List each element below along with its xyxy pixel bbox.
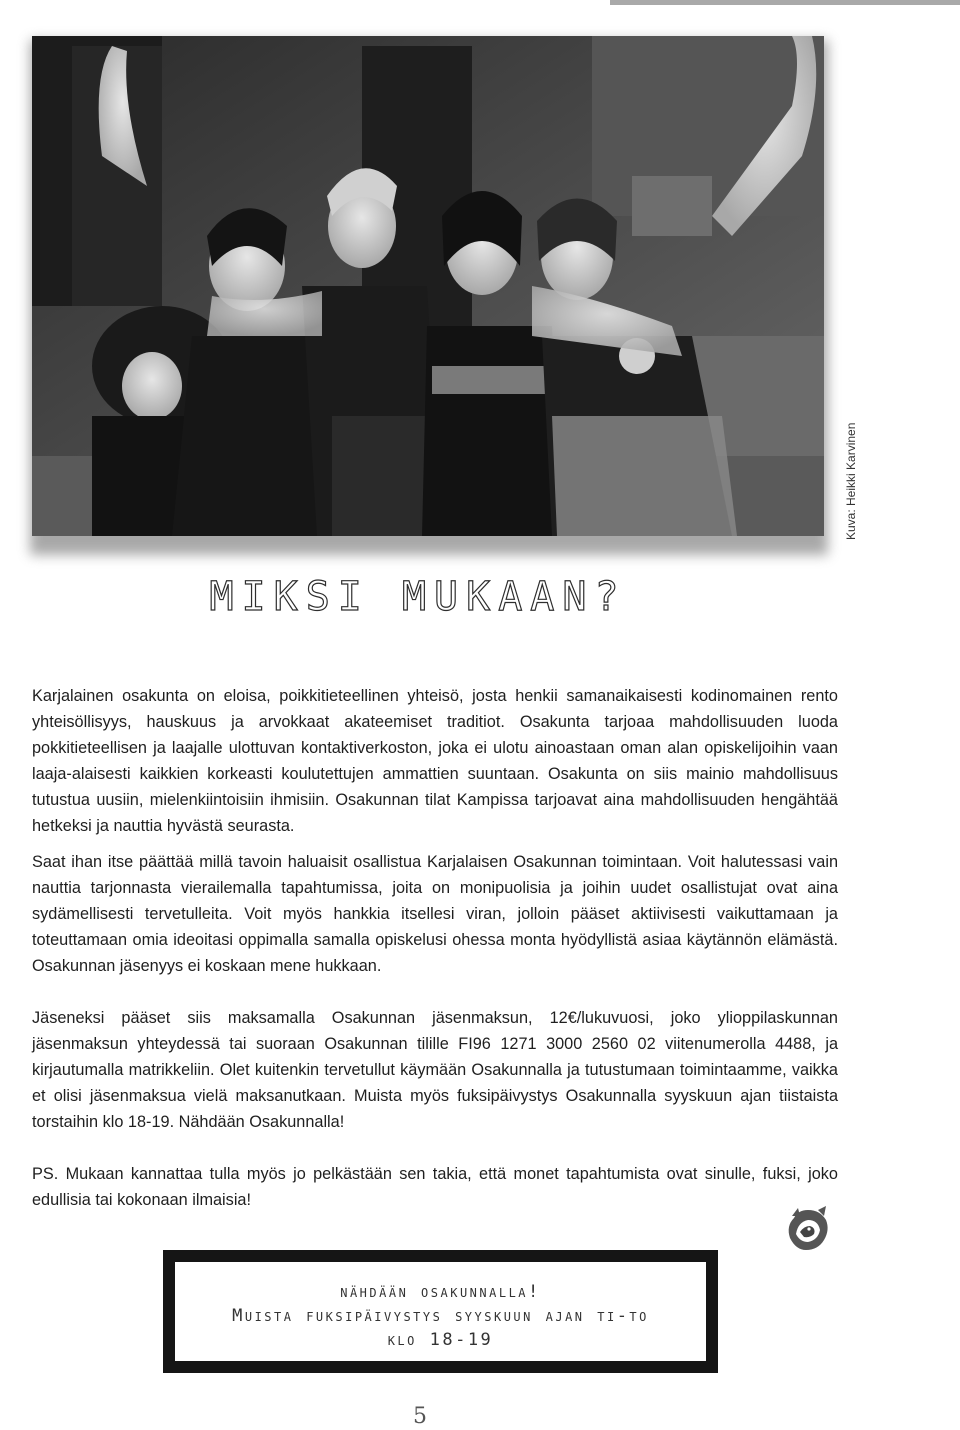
top-rule xyxy=(610,0,960,5)
notice-line-1: nähdään osakunnalla! xyxy=(340,1282,541,1302)
notice-box xyxy=(163,1250,718,1373)
photo-credit: Kuva: Heikki Karvinen xyxy=(844,422,858,540)
party-photo xyxy=(32,36,824,536)
paragraph-participation: Saat ihan itse päättää millä tavoin haluaisit osallistua Karjalaisen Osakunnan toimintaan. Voit halutessasi vain nauttia tarjonnasta vierailemalla tapahtumissa, joita on monipuolisia ja joihin uudet osallistujat ovat aina sydämellisesti tervetulleita. Voit myös hankkia itsellesi viran, jolloin pääset aktiivisesti vaikuttamaan ja toteuttamaan omia ideoitasi oppimalla samalla opiskelusi ohessa monta hyödyllistä asiaa käytännön elämästä. Osakunnan jäsenyys ei koskaan mene hukkaan. xyxy=(32,853,838,975)
article-body xyxy=(32,683,838,1213)
paragraph-ps: PS. Mukaan kannattaa tulla myös jo pelkästään sen takia, että monet tapahtumista ovat sinulle, fuksi, joko edullisia tai kokonaan ilmaisia! xyxy=(32,1165,838,1209)
notice-line-2: Muista fuksipäivystys syyskuun ajan ti-to xyxy=(232,1306,649,1326)
page-number: 5 xyxy=(413,1404,427,1429)
page-title: MIKSI MUKAAN? xyxy=(209,574,627,620)
notice-line-3: klo 18-19 xyxy=(387,1330,494,1350)
paragraph-membership: Jäseneksi pääset siis maksamalla Osakunnan jäsenmaksun, 12€/lukuvuosi, joko ylioppilaskunnan jäsenmaksun yhteydessä tai suoraan Osakunnan tilille FI96 1271 3000 2560 02 viitenumerolla 4488, ja kirjautumalla matrikkeliin. Olet kuitenkin tervetullut käymään Osakunnalla ja tutustumaan toimintaamme, vaikka et olisi jäsenmaksua vielä maksanutkaan. Muista myös fuksipäivystys Osakunnalla syyskuun ajan tiistaista torstaihin klo 18-19. Nähdään Osakunnalla! xyxy=(32,1009,838,1131)
paragraph-intro: Karjalainen osakunta on eloisa, poikkitieteellinen yhteisö, josta henkii samanaikaisesti kodinomainen rento yhteisöllisyys, hauskuus ja arvokkaat akateemiset traditiot. Osakunta tarjoaa mahdollisuuden luoda pokkitieteellisen ja laajalle ulottuvan kontaktiverkoston, joka ei ulotu ainoastaan oman alan opiskelijoihin vaan laaja-alaisesti kaikkien korkeasti koulutettujen ammattien suuntaan. Osakunta on siis mainio mahdollisuus tutustua uusiin, mielenkiintoisiin ihmisiin. Osakunnan tilat Kampissa tarjoavat aina mahdollisuuden hengähtää hetkeksi ja nauttia hyvästä seurasta. xyxy=(32,687,838,835)
notice-inner xyxy=(175,1262,706,1361)
bear-head-emblem-icon xyxy=(782,1204,832,1254)
